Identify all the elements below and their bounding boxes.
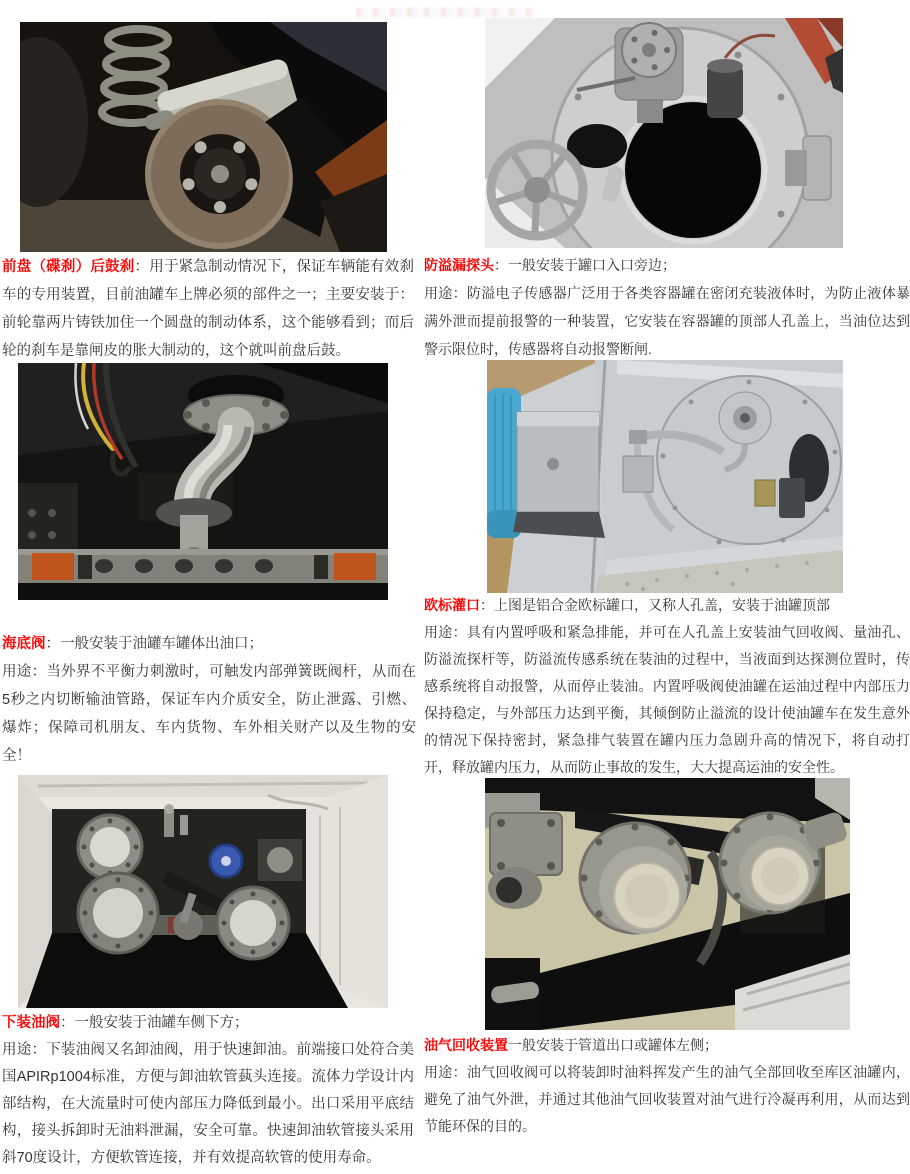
section-lead-bottom-loading-valve: ：一般安装于油罐车侧下方； (60, 1015, 249, 1031)
section-lead-overflow-probe: ：一般安装于罐口入口旁边； (494, 257, 676, 273)
section-front-rear-brake (2, 253, 414, 365)
photo-bottom-emergency-valve (18, 363, 388, 600)
photo-illustration (485, 18, 843, 248)
section-title-bottom-valve: 海底阀 (2, 636, 46, 652)
section-lead-vapor-recovery: 一般安装于管道出口或罐体左侧； (508, 1037, 718, 1053)
photo-illustration (487, 360, 843, 593)
photo-front-disc-brake (20, 22, 387, 252)
section-lead-euro-manhole: ：上图是铝合金欧标罐口，又称人孔盖，安装于油罐顶部 (480, 597, 830, 613)
section-overflow-probe (424, 251, 910, 363)
section-vapor-recovery (424, 1032, 910, 1140)
section-bottom-valve (2, 630, 416, 770)
section-title-bottom-loading-valve: 下装油阀 (2, 1015, 60, 1031)
section-title-euro-manhole: 欧标灌口 (424, 597, 480, 613)
photo-overflow-probe-manhole (485, 18, 843, 248)
section-title-vapor-recovery: 油气回收装置 (424, 1037, 508, 1053)
photo-illustration (20, 22, 387, 252)
section-euro-manhole (424, 592, 910, 781)
section-usage-euro-manhole: 用途：具有内置呼吸和紧急排能，并可在人孔盖上安装油气回收阀、量油孔、防溢流探杆等，防溢流传感系统在装油的过程中，当液面到达探测位置时，传感系统将自动报警，从而停止装油。内置呼吸阀使油罐在运油过程中内部压力保持稳定，与外部压力达到平衡，其倾倒防止溢流的设计使油罐车在发生意外的情况下保持密封，紧急排气装置在罐内压力急剧升高的情况下，将自动打开，释放罐内压力，从而防止事故的发生，大大提高运油的安全性。 (424, 624, 910, 775)
section-usage-vapor-recovery: 用途：油气回收阀可以将装卸时油料挥发产生的油气全部回收至库区油罐内，避免了油气外泄，并通过其他油气回收装置对油气进行冷凝再利用，从而达到节能环保的目的。 (424, 1064, 910, 1134)
photo-illustration (18, 775, 388, 1008)
photo-vapor-recovery-device (485, 778, 850, 1030)
section-title-overflow-probe: 防溢漏探头 (424, 257, 494, 273)
photo-illustration (485, 778, 850, 1030)
section-usage-bottom-valve: 用途：当外界不平衡力刺激时，可触发内部弹簧既阀杆，从而在5秒之内切断输油管路，保证车内介质安全，防止泄露、引燃、爆炸；保障司机朋友、车内货物、车外相关财产以及生物的安全！ (2, 664, 416, 764)
section-bottom-loading-valve (2, 1010, 414, 1172)
section-usage-bottom-loading-valve: 用途：下装油阀又名卸油阀，用于快速卸油。前端接口处符合美国APIRp1004标准，方便与卸油软管蓺头连接。流体力学设计内部结构，在大流量时可使内部压力降低到最小。出口采用平底结构，接头拆卸时无油料泄漏，安全可靠。快速卸油软管接头采用斜70度设计，方便软管连接，并有效提高软管的使用寿命。 (2, 1042, 414, 1166)
section-lead-bottom-valve: ：一般安装于油罐车罐体出油口； (45, 636, 263, 652)
photo-bottom-loading-valve-cabinet (18, 775, 388, 1008)
photo-euro-manhole-tank-top (487, 360, 843, 593)
section-title-front-rear-brake: 前盘（碟刹）后鼓刹 (2, 259, 135, 275)
faint-watermark (356, 8, 534, 17)
section-lead-front-rear-brake: ：用于紧急制动情况下，保证车辆能有效刹车的专用装置，目前油罐车上牌必须的部件之一；主要安装于：前轮靠两片铸铁加住一个圆盘的制动体系，这个能够看到；而后轮的刹车是靠闸皮的胀大制动的，这个就叫前盘后鼓。 (2, 259, 414, 359)
section-usage-overflow-probe: 用途：防溢电子传感器广泛用于各类容器罐在密闭充装液体时，为防止液体暴满外泄而提前报警的一种装置，它安装在容器罐的顶部人孔盖上，当油位达到警示限位时，传感器将自动报警断闸. (424, 285, 910, 357)
photo-illustration (18, 363, 388, 600)
